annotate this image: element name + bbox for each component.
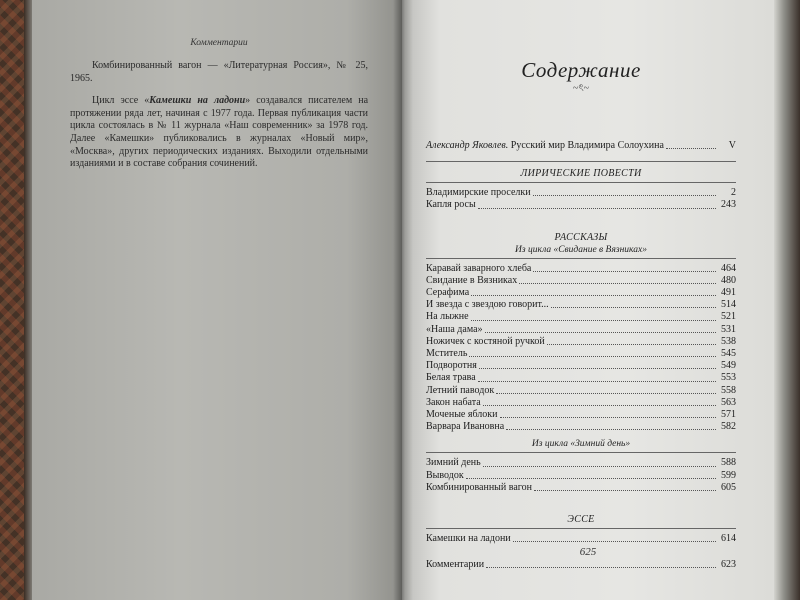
intro-title: Русский мир Владимира Солоухина: [508, 140, 664, 151]
leader-dots: [471, 295, 716, 296]
leader-dots: [479, 368, 716, 369]
toc-page: 491: [721, 287, 736, 299]
leader-dots: [534, 490, 716, 491]
toc-page: 563: [721, 396, 736, 408]
toc-title: Белая трава: [426, 372, 476, 384]
toc-list-lyric: [426, 187, 736, 211]
toc-page: 571: [721, 409, 736, 421]
leader-dots: [466, 478, 716, 479]
running-header: Комментарии: [190, 38, 248, 48]
commentary-paragraph-1: Комбинированный вагон — «Литературная Россия», № 25, 1965.: [70, 60, 368, 84]
toc-row: [426, 311, 736, 323]
toc-title: Летний паводок: [426, 384, 495, 396]
leader-dots: [483, 466, 716, 467]
paragraph-2-prefix: Цикл эссе «: [92, 95, 150, 107]
toc-page: 464: [721, 262, 736, 274]
leader-dots: [483, 405, 716, 406]
toc-comments-row: [426, 559, 736, 571]
right-page-contents: [402, 0, 774, 600]
toc-row: [426, 397, 736, 409]
toc-title: Свидание в Вязниках: [426, 274, 518, 286]
toc-page: 521: [721, 311, 736, 323]
section-heading-stories: РАССКАЗЫ: [554, 231, 608, 243]
leader-dots: [513, 541, 716, 542]
toc-row: [426, 199, 736, 211]
toc-page: 558: [721, 384, 736, 396]
leader-dots: [486, 567, 716, 568]
leader-dots: [478, 208, 716, 209]
toc-page: 545: [721, 348, 736, 360]
toc-intro-row: [426, 140, 736, 152]
toc-title: Капля росы: [426, 199, 476, 211]
toc-row: [426, 275, 736, 287]
toc-page: 605: [721, 481, 736, 493]
toc-row: [426, 482, 736, 494]
toc-page: 243: [721, 199, 736, 211]
leader-dots: [485, 332, 716, 333]
toc-page: 623: [721, 559, 736, 571]
toc-title: Мститель: [426, 348, 468, 360]
toc-page: 2: [731, 187, 736, 199]
toc-title: Серафима: [426, 287, 470, 299]
toc-list-winter: [426, 457, 736, 494]
toc-page: 599: [721, 469, 736, 481]
paragraph-2-suffix: » создавался писателем на протяжении ряда лет, начиная с 1977 года. Первая публикация части цикла состоялась в № 11 журнала «Наш современник» за 1978 год. Далее «Камешки» публиковались в журналах «Новый мир», «Москва», других периодических изданиях. Выходили отдельными изданиями и в составе собрания сочинений.: [70, 95, 369, 170]
toc-row: [426, 470, 736, 482]
toc-row: [426, 409, 736, 421]
toc-title: И звезда с звездою говорит...: [426, 299, 549, 311]
toc-title: Каравай заварного хлеба: [426, 262, 532, 274]
toc-row: [426, 385, 736, 397]
toc-title: Комбинированный вагон: [426, 481, 532, 493]
right-page-edge: [774, 0, 800, 600]
leader-dots: [471, 320, 716, 321]
commentary-paragraph-2: [70, 95, 368, 171]
toc-page: 614: [721, 533, 736, 545]
toc-page: 582: [721, 421, 736, 433]
toc-page: 480: [721, 274, 736, 286]
toc-page: 549: [721, 360, 736, 372]
toc-title: Комментарии: [426, 559, 485, 571]
intro-author: Александр Яковлев.: [426, 140, 509, 151]
toc-title: Камешки на ладони: [426, 533, 511, 545]
toc-list-stories: [426, 263, 736, 434]
toc-row: [426, 348, 736, 360]
toc-page: 531: [721, 323, 736, 335]
leader-dots: [478, 381, 716, 382]
leader-dots: [551, 307, 716, 308]
toc-title: Закон набата: [426, 396, 481, 408]
toc-page: 538: [721, 335, 736, 347]
toc-title: Выводок: [426, 469, 464, 481]
toc-title: «Наша дама»: [426, 323, 483, 335]
toc-title: Владимирские проселки: [426, 187, 531, 199]
toc-list-essay: [426, 533, 736, 545]
toc-title: Зимний день: [426, 457, 481, 469]
toc-row: [426, 421, 736, 433]
toc-title: Варвара Ивановна: [426, 421, 505, 433]
toc-row: [426, 457, 736, 469]
section-rule: [426, 528, 736, 529]
toc-row: [426, 336, 736, 348]
leader-dots: [496, 393, 716, 394]
toc-title: На лыжне: [426, 311, 469, 323]
leader-dots: [519, 283, 716, 284]
leader-dots: [547, 344, 716, 345]
toc-row: [426, 360, 736, 372]
toc-row: [426, 324, 736, 336]
leader-dots: [666, 148, 716, 149]
section-rule: [426, 452, 736, 453]
leader-dots: [533, 271, 716, 272]
toc-page: 588: [721, 457, 736, 469]
section-subheading-winter: Из цикла «Зимний день»: [531, 439, 631, 450]
leader-dots: [500, 417, 717, 418]
paragraph-2-italic-title: Камешки на ладони: [149, 95, 246, 107]
section-rule: [426, 182, 736, 183]
contents-title: Содержание: [521, 58, 641, 82]
toc-row: [426, 263, 736, 275]
left-page: [32, 0, 402, 600]
section-rule: [426, 258, 736, 259]
toc-title: Моченые яблоки: [426, 409, 498, 421]
toc-page: V: [728, 140, 736, 151]
leader-dots: [533, 195, 716, 196]
toc-page: 514: [721, 299, 736, 311]
toc-row: [426, 287, 736, 299]
title-ornament: ~ৎ~: [572, 83, 590, 94]
toc-row: [426, 533, 736, 545]
toc-row: [426, 372, 736, 384]
toc-page: 553: [721, 372, 736, 384]
section-heading-essay: ЭССЕ: [567, 514, 595, 526]
book-gutter: [393, 0, 413, 600]
toc-title: Ножичек с костяной ручкой: [426, 335, 545, 347]
toc-row: [426, 299, 736, 311]
leader-dots: [469, 356, 716, 357]
page-number: 625: [579, 546, 597, 558]
section-subheading-vyazniki: Из цикла «Свидание в Вязниках»: [515, 244, 647, 255]
toc-row: [426, 187, 736, 199]
toc-title: Подворотня: [426, 360, 477, 372]
section-heading-lyric: ЛИРИЧЕСКИЕ ПОВЕСТИ: [520, 168, 642, 180]
leader-dots: [506, 429, 716, 430]
section-rule: [426, 161, 736, 162]
